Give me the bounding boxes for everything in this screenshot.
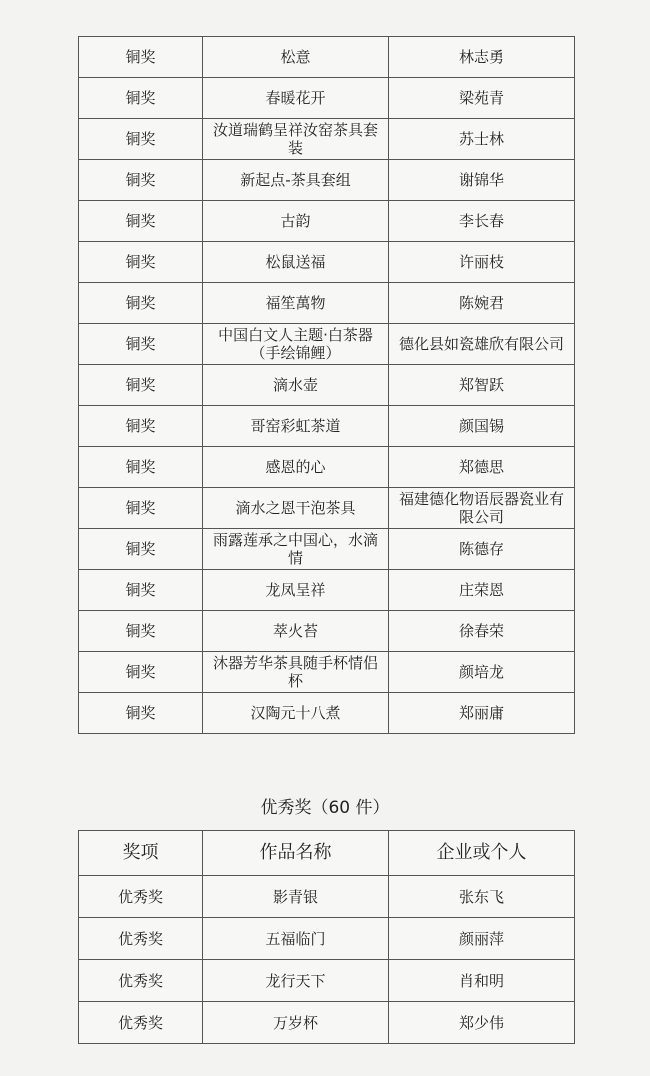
table-row [79,611,575,652]
award-cell: 铜奖 [79,488,203,529]
award-cell: 铜奖 [79,324,203,365]
table-row [79,201,575,242]
award-cell: 铜奖 [79,611,203,652]
work-name-cell: 新起点-茶具套组 [203,160,389,201]
table-row [79,447,575,488]
award-cell: 铜奖 [79,242,203,283]
table-row [79,693,575,734]
work-name-cell: 龙凤呈祥 [203,570,389,611]
work-name-cell: 萃火苔 [203,611,389,652]
award-cell: 优秀奖 [79,918,203,960]
award-cell: 铜奖 [79,529,203,570]
owner-cell: 张东飞 [389,876,575,918]
table-row [79,529,575,570]
excellent-award-section-title: 优秀奖（60 件） [260,798,390,818]
work-name-cell: 龙行天下 [203,960,389,1002]
work-name-cell: 滴水之恩干泡茶具 [203,488,389,529]
award-cell: 铜奖 [79,160,203,201]
owner-cell: 郑德思 [389,447,575,488]
award-cell: 铜奖 [79,37,203,78]
work-name-cell: 古韵 [203,201,389,242]
table-row [79,324,575,365]
award-cell: 铜奖 [79,201,203,242]
work-name-cell: 汉陶元十八煮 [203,693,389,734]
owner-cell: 许丽枝 [389,242,575,283]
owner-cell: 陈婉君 [389,283,575,324]
owner-cell: 陈德存 [389,529,575,570]
excellent-award-table [78,830,575,1044]
table-row [79,1002,575,1044]
award-cell: 铜奖 [79,406,203,447]
work-name-cell: 中国白文人主题·白茶器（手绘锦鲤） [203,324,389,365]
work-name-cell: 汝道瑞鹤呈祥汝窑茶具套装 [203,119,389,160]
owner-cell: 德化县如瓷雄欣有限公司 [389,324,575,365]
owner-cell: 肖和明 [389,960,575,1002]
table-row [79,876,575,918]
owner-cell: 梁苑青 [389,78,575,119]
table-row [79,570,575,611]
bronze-award-table [78,36,575,734]
table-row [79,652,575,693]
owner-cell: 颜培龙 [389,652,575,693]
table-row [79,918,575,960]
award-cell: 铜奖 [79,78,203,119]
owner-column-header: 企业或个人 [389,831,575,876]
award-cell: 优秀奖 [79,960,203,1002]
award-cell: 铜奖 [79,570,203,611]
award-column-header: 奖项 [79,831,203,876]
award-cell: 优秀奖 [79,876,203,918]
award-cell: 优秀奖 [79,1002,203,1044]
owner-cell: 徐春荣 [389,611,575,652]
owner-cell: 颜丽萍 [389,918,575,960]
owner-cell: 谢锦华 [389,160,575,201]
table-row [79,283,575,324]
owner-cell: 苏士林 [389,119,575,160]
award-cell: 铜奖 [79,693,203,734]
award-cell: 铜奖 [79,119,203,160]
award-cell: 铜奖 [79,283,203,324]
work-name-cell: 滴水壶 [203,365,389,406]
work-name-cell: 沐器芳华茶具随手杯情侣杯 [203,652,389,693]
award-cell: 铜奖 [79,447,203,488]
work-name-cell: 春暖花开 [203,78,389,119]
table-row [79,406,575,447]
award-cell: 铜奖 [79,652,203,693]
table-header-row [79,831,575,876]
work-name-cell: 感恩的心 [203,447,389,488]
owner-cell: 郑智跃 [389,365,575,406]
owner-cell: 颜国锡 [389,406,575,447]
work-name-cell: 五福临门 [203,918,389,960]
award-cell: 铜奖 [79,365,203,406]
owner-cell: 林志勇 [389,37,575,78]
work-name-cell: 万岁杯 [203,1002,389,1044]
work-name-cell: 哥窑彩虹茶道 [203,406,389,447]
work-name-cell: 松意 [203,37,389,78]
owner-cell: 郑丽庸 [389,693,575,734]
owner-cell: 庄荣恩 [389,570,575,611]
owner-cell: 李长春 [389,201,575,242]
table-row [79,242,575,283]
table-row [79,37,575,78]
table-row [79,365,575,406]
owner-cell: 郑少伟 [389,1002,575,1044]
table-row [79,78,575,119]
work-name-cell: 影青银 [203,876,389,918]
table-row [79,960,575,1002]
table-row [79,488,575,529]
work-name-cell: 松鼠送福 [203,242,389,283]
table-row [79,119,575,160]
work-name-column-header: 作品名称 [203,831,389,876]
work-name-cell: 福笙萬物 [203,283,389,324]
work-name-cell: 雨露莲承之中国心，水滴情 [203,529,389,570]
owner-cell: 福建德化物语辰器瓷业有限公司 [389,488,575,529]
table-row [79,160,575,201]
